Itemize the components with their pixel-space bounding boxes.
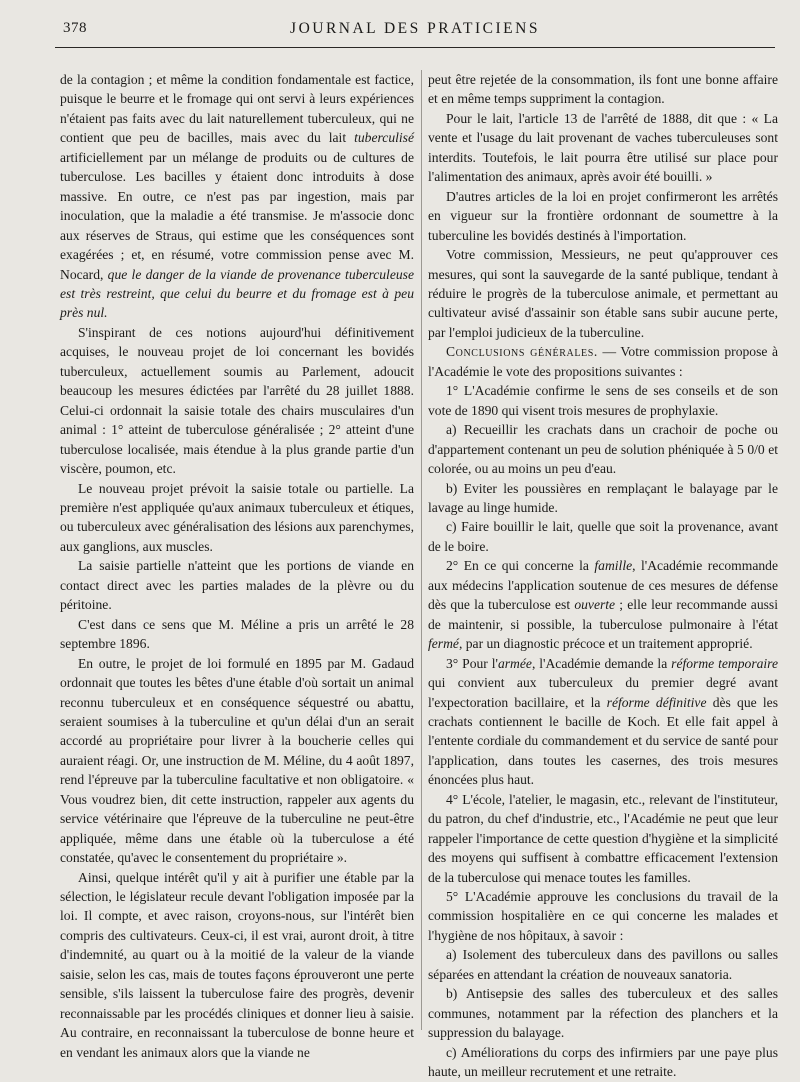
paragraph: b) Eviter les poussières en remplaçant le balayage par le lavage au linge humide. [428,480,778,515]
paragraph: b) Antisepsie des salles des tuberculeux et des salles communes, notamment par la réfection des planchers et la suppression du balayage. [428,986,778,1041]
paragraph: 1° L'Académie confirme le sens de ses conseils et de son vote de 1890 qui visent trois mesures de prophylaxie. [428,383,778,418]
paragraph: Pour le lait, l'article 13 de l'arrêté de 1888, dit que : « La vente et l'usage du lait provenant de vaches tuberculeuses sont interdits. Toutefois, le lait pourra être utilisé sur place pour l'alimentation des animaux, après avoir été bouilli. » [428,110,778,185]
paragraph: S'inspirant de ces notions aujourd'hui définitivement acquises, le nouveau projet de loi concernant les bovidés tuberculeux, actuellement soumis au Parlement, adoucit beaucoup les mesures édictées par l'arrêté du 28 juillet 1888. Celui-ci ordonnait la saisie totale des chairs musculaires d'un animal : 1° atteint de tuberculose généralisée ; 2° atteint d'une tuberculose localisée, mais étendue à la plus grande partie d'un viscère, poumon, etc. [60,324,414,477]
emphasis: fermé [428,636,459,652]
journal-title: JOURNAL DES PRATICIENS [290,20,540,37]
emphasis: que le danger de la viande de provenance tuberculeuse est très restreint, que celui du beurre et du fromage est à peu près nul. [60,266,414,321]
paragraph: 3° Pour l'armée, l'Académie demande la réforme temporaire qui convient aux tuberculeux du premier degré avant l'expectoration bacillaire, et la réforme définitive dès que les crachats contiennent le bacille de Koch. Et elle fait appel à l'entente cordiale du commandement et du service de santé pour l'application, dans toutes les casernes, des trois mesures énoncées plus haut. [428,655,779,788]
right-column [428,70,778,1082]
section-heading: Conclusions générales. [446,344,598,360]
emphasis: famille [594,558,633,574]
paragraph: Ainsi, quelque intérêt qu'il y ait à purifier une étable par la sélection, le législateur recule devant l'obligation imposée par la loi. Il compte, et avec raison, croyons-nous, sur l'intérêt bien compris des cultivateurs. Ceux-ci, il est vrai, auront droit, à titre d'indemnité, au quart ou à la moitié de la valeur de la viande saisie, selon les cas, mais de toutes façons éprouveront une perte sensible, s'ils laissent la tuberculose faire des progrès, devenir reconnaissable par les procédés cliniques et donner lieu à saisie. Au contraire, en reconnaissant la tuberculose de bonne heure et en vendant les animaux alors que la viande ne [60,869,414,1060]
paragraph: a) Isolement des tuberculeux dans des pavillons ou salles séparées en attendant la création de nouveaux sanatoria. [428,947,778,982]
paragraph: de la contagion ; et même la condition fondamentale est factice, puisque le beurre et le fromage qui ont servi à leurs expériences n'étaient pas faits avec du lait naturellement tuberculeux, qui ne contient que peu de bacilles, mais avec du lait tuberculisé artificiellement par un mélange de produits ou de cultures de tuberculose. Les bacilles y étaient donc introduits à dose massive. En outre, ce n'est pas par ingestion, mais par inoculation, que la maladie a été transmise. Je m'associe donc aux réserves de Straus, qui estime que les conséquences sont exagérées ; et, en résumé, votre commission pense avec M. Nocard, que le danger de la viande de provenance tuberculeuse est très restreint, que celui du beurre et du fromage est à peu près nul. [60,72,414,321]
paragraph: Le nouveau projet prévoit la saisie totale ou partielle. La première n'est appliquée qu'aux animaux tuberculeux et étiques, ou tuberculeux avec généralisation des lésions aux parenchymes, aux ganglions, aux muscles. [60,480,414,554]
paragraph: c) Faire bouillir le lait, quelle que soit la provenance, avant de le boire. [428,519,778,554]
emphasis: réforme définitive [606,694,707,710]
column-divider [421,70,422,1030]
paragraph: D'autres articles de la loi en projet confirmeront les arrêtés en vigueur sur la frontière ordonnant de soumettre à la tuberculine les bovidés destinés à l'importation. [428,188,778,243]
emphasis: ouverte [574,597,616,613]
emphasis: tuberculisé [354,130,414,146]
paragraph: En outre, le projet de loi formulé en 1895 par M. Gadaud ordonnait que toutes les bêtes d'une étable d'où sortait un animal reconnu tuberculeux et en conséquence séquestré ou abattu, seraient soumises à la tuberculine et qu'un délai d'un an serait accordé au propriétaire pour livrer à la boucherie celles qui auraient réagi. Or, une instruction de M. Méline, du 4 août 1897, rend l'épreuve par la tuberculine facultative et non obligatoire. « Vous voudrez bien, dit cette instruction, rappeler aux agents du service vétérinaire que l'épreuve de la tuberculine ne peut-être appliquée, même dans une étable où la tuberculose a été constatée, qu'avec le consentement du propriétaire ». [60,655,414,866]
paragraph: Conclusions générales. — Votre commission propose à l'Académie le vote des propositions suivantes : [428,344,778,379]
page-number: 378 [63,20,87,36]
emphasis: réforme temporaire [671,655,779,671]
paragraph: c) Améliorations du corps des infirmiers par une paye plus haute, un meilleur recrutement et une retraite. [428,1044,778,1080]
left-column [60,70,414,1062]
paragraph: 2° En ce qui concerne la famille, l'Académie recommande aux médecins l'application soutenue de ces mesures de défense dès que la tuberculose est ouverte ; elle leur recommande aussi de maintenir, si possible, la tuberculose pulmonaire à l'état fermé, par un diagnostic précoce et un traitement approprié. [428,558,778,652]
paragraph: 5° L'Académie approuve les conclusions du travail de la commission hospitalière en ce qui concerne les malades et l'hygiène de nos hôpitaux, à savoir : [428,889,778,943]
paragraph: C'est dans ce sens que M. Méline a pris un arrêté le 28 septembre 1896. [60,616,414,652]
paragraph: peut être rejetée de la consommation, ils font une bonne affaire et en même temps suppriment la contagion. [428,72,778,107]
header-rule [55,47,775,48]
running-header [55,20,775,50]
emphasis: armée [497,655,532,671]
paragraph: 4° L'école, l'atelier, le magasin, etc., relevant de l'instituteur, du patron, du chef d'industrie, etc., l'Académie ne peut que leur rappeler l'importance de cette question d'hygiène et la simplicité des moyens qui suffisent à combattre efficacement l'extension de la tuberculose qui menace toutes les familles. [428,791,778,885]
paragraph: La saisie partielle n'atteint que les portions de viande en contact direct avec les parties malades de la plèvre ou du péritoine. [60,558,414,613]
paragraph: a) Recueillir les crachats dans un crachoir de poche ou d'appartement contenant un peu de solution phéniquée à 5 0/0 et colorée, ou au moins un peu d'eau. [428,422,778,477]
paragraph: Votre commission, Messieurs, ne peut qu'approuver ces mesures, qui sont la sauvegarde de la santé publique, tendant à réduire le progrès de la tuberculose animale, et permettant au cultivateur avisé d'assainir son étable sans subir aucune perte, par l'emploi judicieux de la tuberculine. [428,247,778,340]
